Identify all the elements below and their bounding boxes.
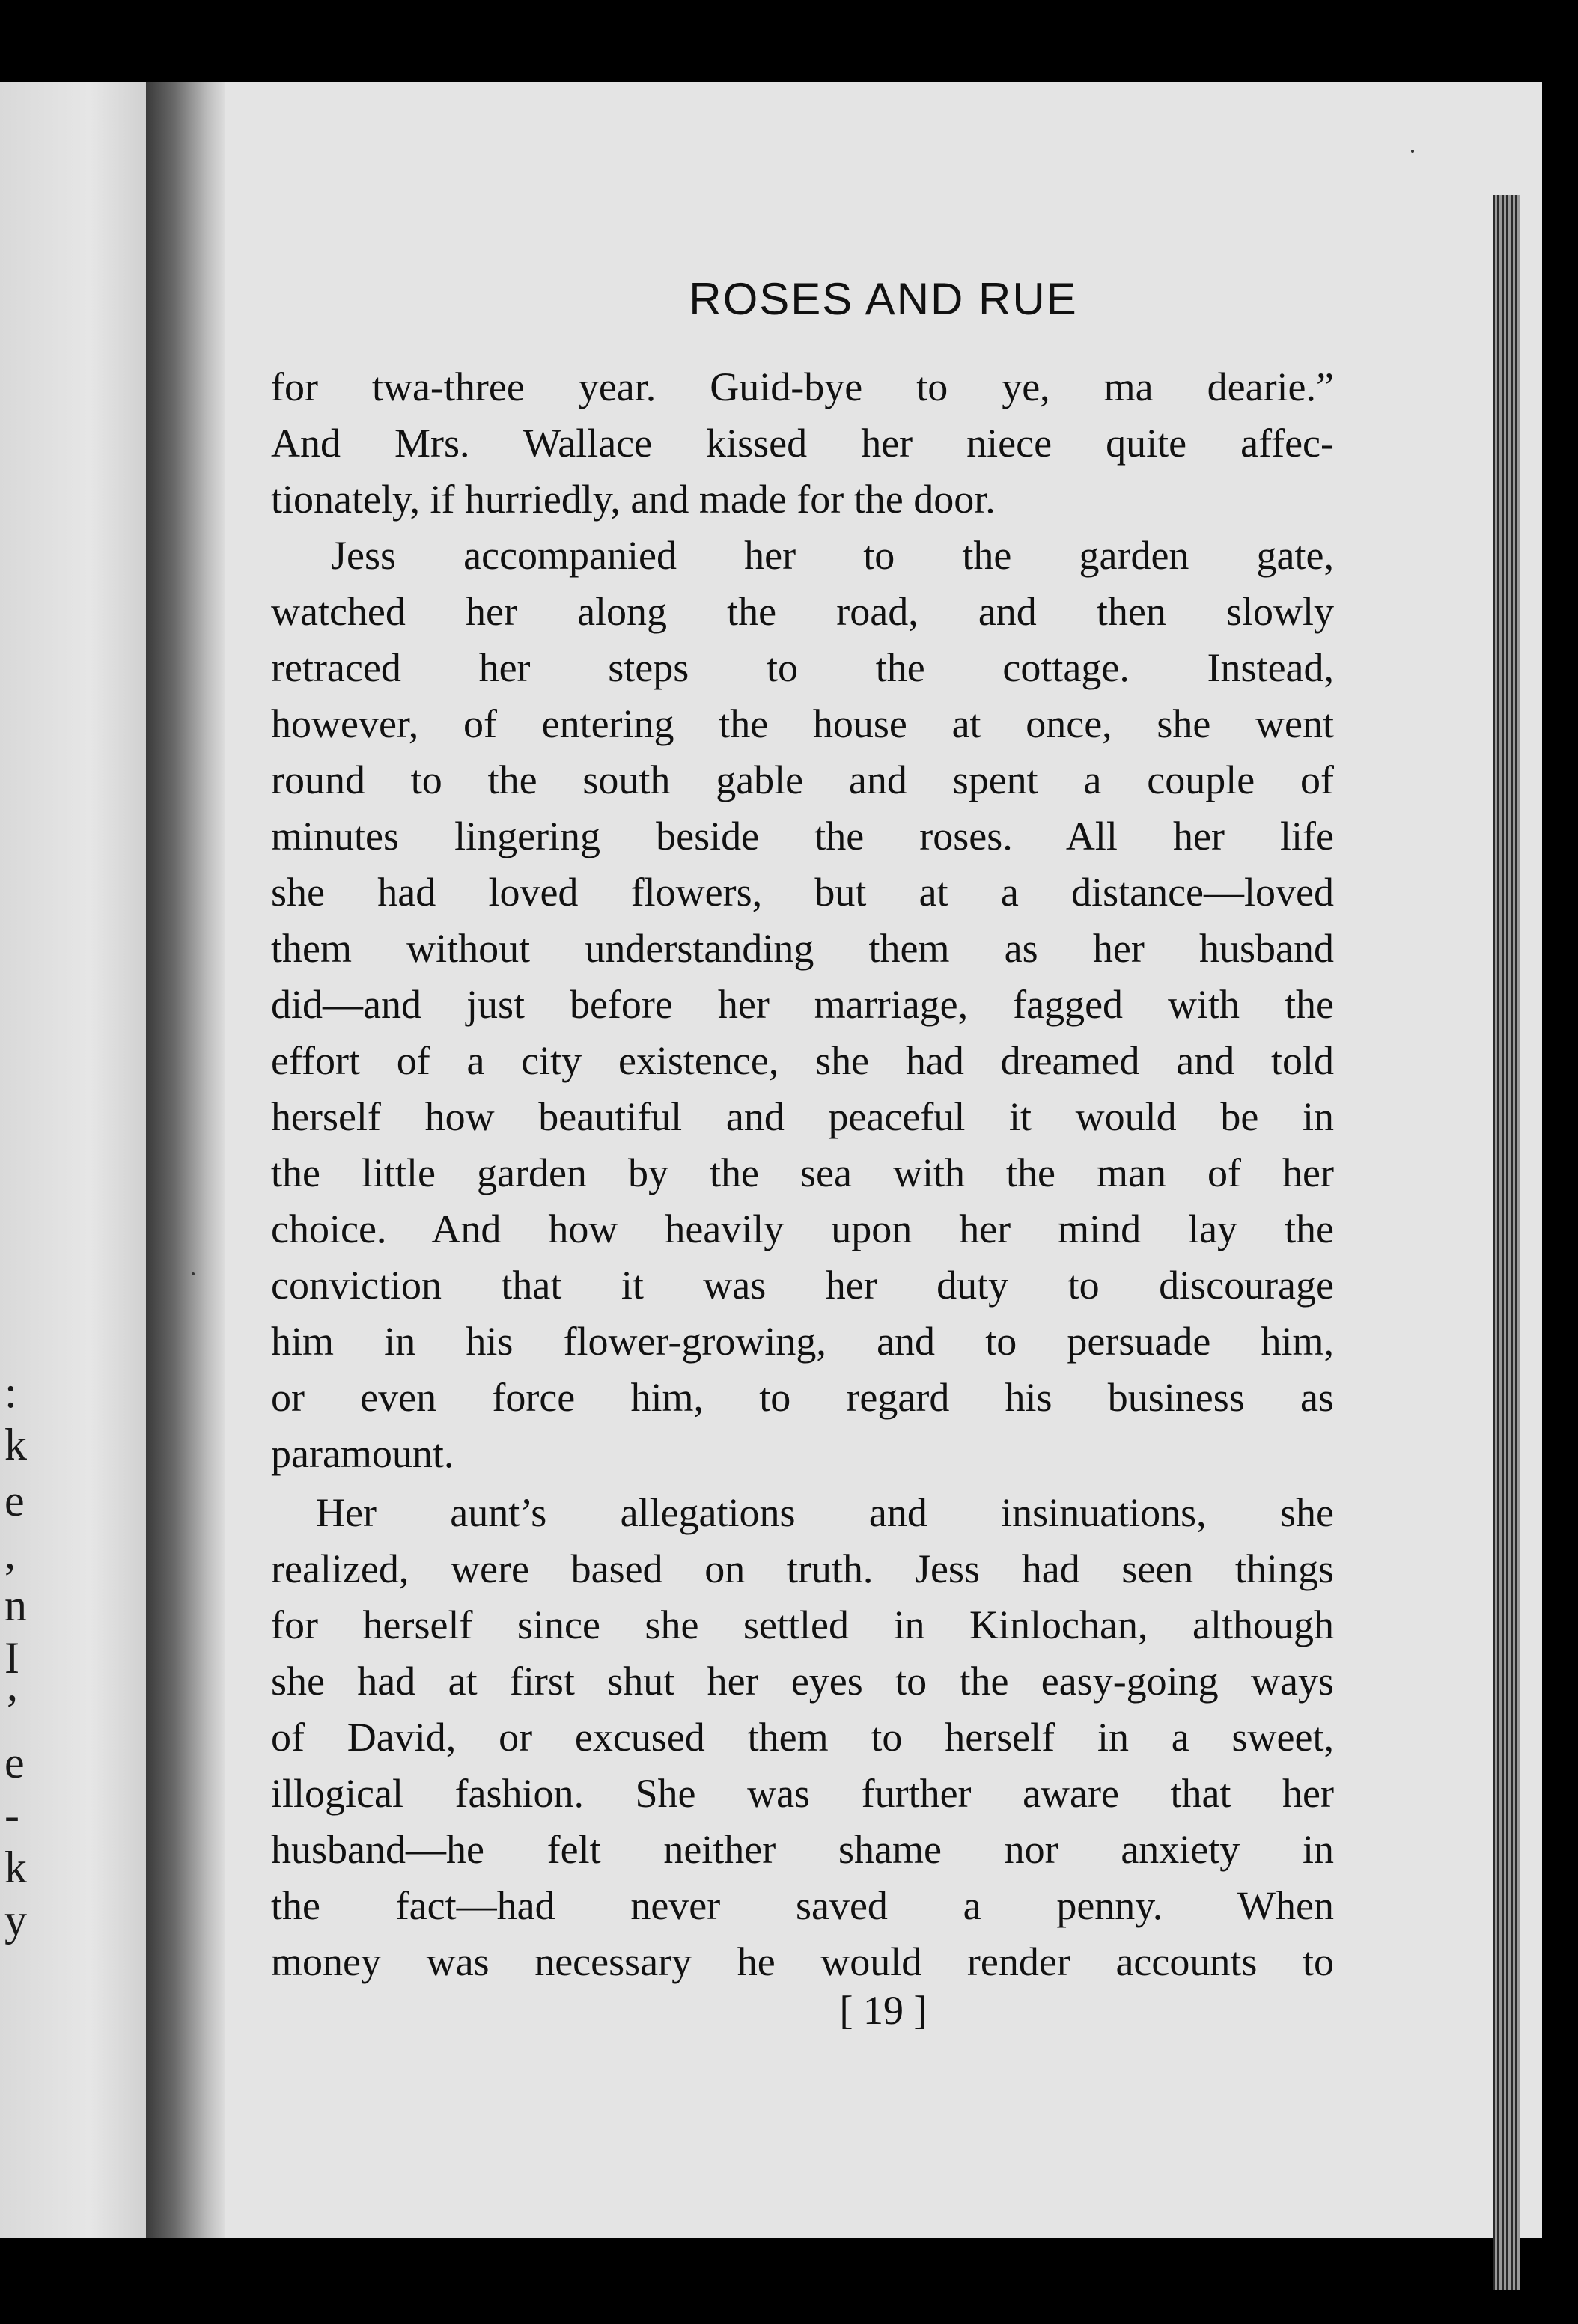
text-line: for herself since she settled in Kinlochan, although xyxy=(271,1602,1334,1647)
facing-page-fragment: e xyxy=(4,1738,25,1787)
text-line: the little garden by the sea with the man of her xyxy=(271,1150,1334,1195)
facing-page-fragment: e xyxy=(4,1476,25,1525)
text-line: however, of entering the house at once, she went xyxy=(271,701,1334,746)
text-line: conviction that it was her duty to discourage xyxy=(271,1263,1334,1308)
book-page xyxy=(225,82,1542,2238)
scan-speck xyxy=(192,1272,195,1275)
book-gutter-shadow xyxy=(146,82,228,2238)
text-line: them without understanding them as her husband xyxy=(271,926,1334,971)
text-line: herself how beautiful and peaceful it would be in xyxy=(271,1094,1334,1139)
text-line: Jess accompanied her to the garden gate, xyxy=(331,533,1334,578)
facing-page-fragment: - xyxy=(4,1790,19,1840)
facing-page-fragment: : xyxy=(4,1367,17,1417)
text-line: And Mrs. Wallace kissed her niece quite affec- xyxy=(271,421,1334,466)
text-line: paramount. xyxy=(271,1431,454,1476)
scan-speck xyxy=(1411,150,1414,153)
text-line: him in his flower-growing, and to persuade him, xyxy=(271,1319,1334,1364)
facing-page-fragment: k xyxy=(4,1843,27,1892)
facing-page-fragment: , xyxy=(4,1528,16,1578)
text-line: she had at first shut her eyes to the easy-going ways xyxy=(271,1659,1334,1704)
facing-page-fragment: y xyxy=(4,1895,27,1945)
page-body-text xyxy=(271,359,1334,1990)
text-line: the fact—had never saved a penny. When xyxy=(271,1883,1334,1928)
text-line: tionately, if hurriedly, and made for the door. xyxy=(271,477,996,522)
text-line: Her aunt’s allegations and insinuations, she xyxy=(316,1490,1334,1535)
text-line: or even force him, to regard his business as xyxy=(271,1375,1334,1420)
text-line: for twa-three year. Guid-bye to ye, ma dearie.” xyxy=(271,365,1334,409)
text-line: illogical fashion. She was further aware that her xyxy=(271,1771,1334,1816)
facing-page-fragment: ’ xyxy=(4,1686,19,1735)
text-line: effort of a city existence, she had dreamed and told xyxy=(271,1038,1334,1083)
text-line: retraced her steps to the cottage. Instead, xyxy=(271,645,1334,690)
facing-page-fragment: n xyxy=(4,1581,27,1630)
facing-page-fragment: I xyxy=(4,1633,19,1683)
text-line: money was necessary he would render accounts to xyxy=(271,1939,1334,1984)
page-stack-edge xyxy=(1493,195,1520,2290)
text-line: round to the south gable and spent a couple of xyxy=(271,757,1334,802)
facing-page-fragment: k xyxy=(4,1420,27,1469)
facing-page-edge xyxy=(0,82,150,2238)
page-number: [ 19 ] xyxy=(839,1988,927,2033)
text-line: watched her along the road, and then slowly xyxy=(271,589,1334,634)
text-line: of David, or excused them to herself in a sweet, xyxy=(271,1715,1334,1760)
text-line: husband—he felt neither shame nor anxiety in xyxy=(271,1827,1334,1872)
running-head: ROSES AND RUE xyxy=(689,274,1078,324)
text-line: choice. And how heavily upon her mind lay the xyxy=(271,1207,1334,1251)
text-line: minutes lingering beside the roses. All her life xyxy=(271,814,1334,858)
text-line: she had loved flowers, but at a distance—loved xyxy=(271,870,1334,915)
text-line: realized, were based on truth. Jess had seen things xyxy=(271,1546,1334,1591)
text-line: did—and just before her marriage, fagged with the xyxy=(271,982,1334,1027)
